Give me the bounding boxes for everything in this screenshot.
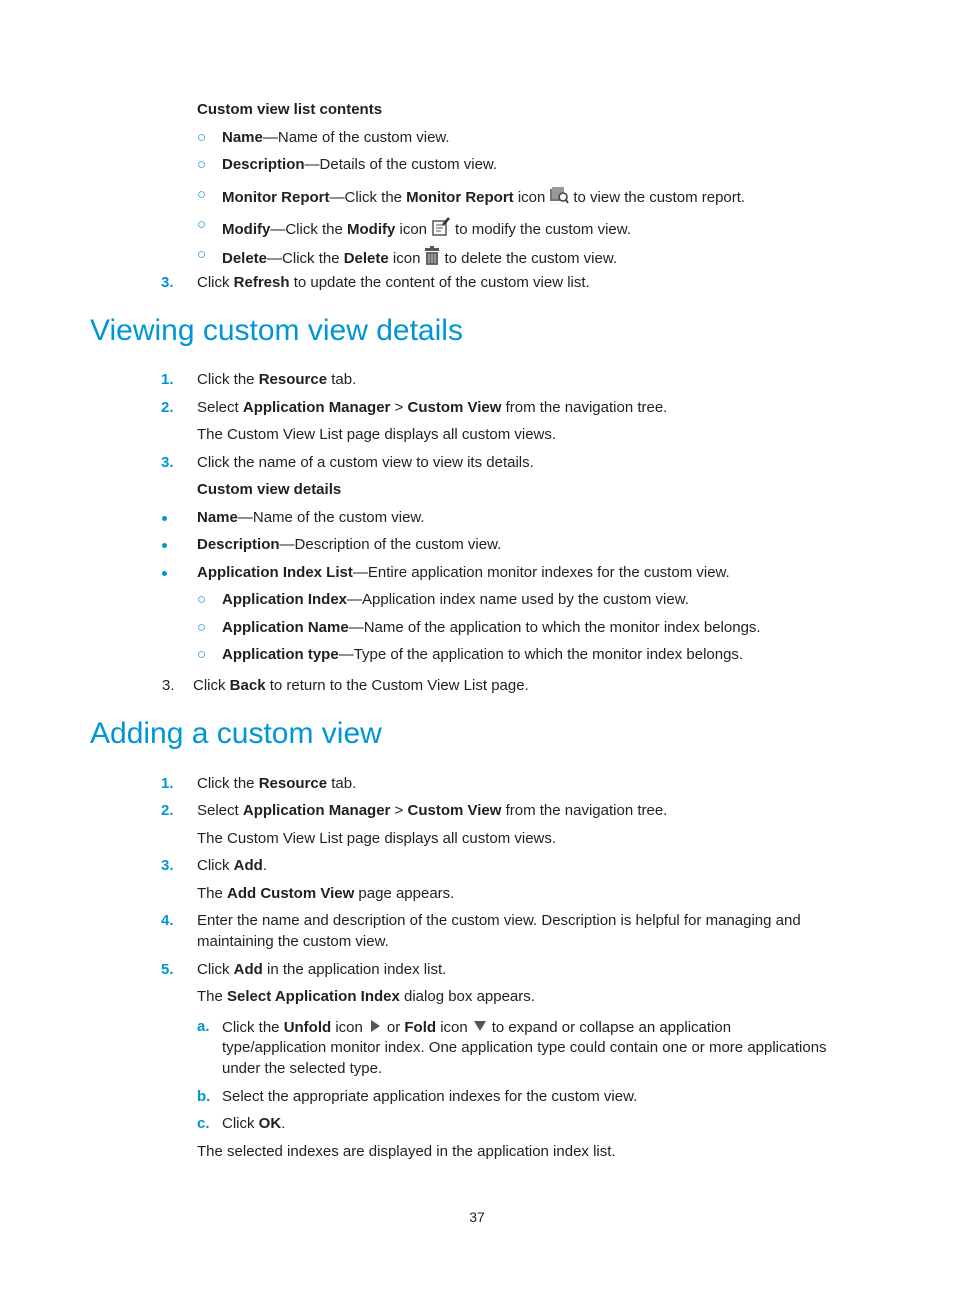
detail-app-name: Application Name—Name of the application to which the monitor index belongs.: [222, 619, 761, 636]
viewing-step-2: Select Application Manager > Custom View from the navigation tree.: [197, 399, 668, 416]
adding-step-3: Click Add.: [197, 857, 268, 874]
substep-a-line-1: Click the Unfold icon or Fold icon to expand or collapse an application: [222, 1019, 732, 1036]
detail-app-type: Application type—Type of the application to which the monitor index belongs.: [222, 646, 744, 663]
step-number: 1.: [161, 775, 174, 792]
circle-bullet: ○: [197, 619, 207, 636]
circle-bullet: ○: [197, 246, 207, 263]
fold-icon: [472, 1018, 488, 1034]
detail-description: Description—Description of the custom view.: [197, 536, 502, 553]
bullet-dot: [162, 516, 167, 521]
adding-step-3-note: The Add Custom View page appears.: [197, 885, 455, 902]
adding-step-1: Click the Resource tab.: [197, 775, 357, 792]
step-number: 2.: [161, 399, 174, 416]
adding-step-4-line-2: maintaining the custom view.: [197, 933, 389, 950]
step-number: 3.: [161, 274, 174, 291]
substep-b: Select the appropriate application indexes for the custom view.: [222, 1088, 638, 1105]
modify-icon: [431, 216, 451, 236]
viewing-step-2-note: The Custom View List page displays all custom views.: [197, 426, 557, 443]
refresh-step: Click Refresh to update the content of the custom view list.: [197, 274, 590, 291]
unfold-icon: [367, 1018, 383, 1034]
step-number: 3.: [161, 857, 174, 874]
step-number: 5.: [161, 961, 174, 978]
viewing-step-1: Click the Resource tab.: [197, 371, 357, 388]
substep-letter: a.: [197, 1018, 210, 1035]
step-number: 3.: [162, 677, 175, 694]
bullet-dot: [162, 543, 167, 548]
adding-step-2-note: The Custom View List page displays all custom views.: [197, 830, 557, 847]
substep-a-line-3: under the selected type.: [222, 1060, 383, 1077]
monitor-report-icon: [549, 186, 569, 204]
circle-bullet: ○: [197, 156, 207, 173]
detail-app-index: Application Index—Application index name used by the custom view.: [222, 591, 689, 608]
adding-step-2: Select Application Manager > Custom View from the navigation tree.: [197, 802, 668, 819]
step-number: 3.: [161, 454, 174, 471]
list-item-delete: Delete—Click the Delete icon to delete the custom view.: [222, 246, 617, 268]
list-item-modify: Modify—Click the Modify icon to modify the custom view.: [222, 216, 631, 239]
step-number: 4.: [161, 912, 174, 929]
bullet-dot: [162, 571, 167, 576]
details-heading: Custom view details: [197, 481, 342, 498]
viewing-back-step: Click Back to return to the Custom View List page.: [193, 677, 529, 694]
substep-letter: c.: [197, 1115, 210, 1132]
viewing-details-heading: Viewing custom view details: [90, 314, 463, 347]
delete-icon: [424, 246, 440, 265]
list-item-name: Name—Name of the custom view.: [222, 129, 450, 146]
circle-bullet: ○: [197, 216, 207, 233]
substep-a-line-2: type/application monitor index. One application type could contain one or more applications: [222, 1039, 827, 1056]
viewing-step-3: Click the name of a custom view to view its details.: [197, 454, 534, 471]
detail-app-index-list: Application Index List—Entire application monitor indexes for the custom view.: [197, 564, 730, 581]
adding-step-5-note: The Select Application Index dialog box appears.: [197, 988, 535, 1005]
list-item-description: Description—Details of the custom view.: [222, 156, 498, 173]
circle-bullet: ○: [197, 186, 207, 203]
circle-bullet: ○: [197, 591, 207, 608]
list-item-monitor-report: Monitor Report—Click the Monitor Report icon to view the custom report.: [222, 186, 745, 207]
circle-bullet: ○: [197, 646, 207, 663]
circle-bullet: ○: [197, 129, 207, 146]
adding-heading: Adding a custom view: [90, 717, 382, 750]
substep-letter: b.: [197, 1088, 211, 1105]
page-number: 37: [469, 1209, 485, 1225]
step-number: 1.: [161, 371, 174, 388]
list-contents-heading: Custom view list contents: [197, 101, 383, 118]
detail-name: Name—Name of the custom view.: [197, 509, 425, 526]
adding-final-note: The selected indexes are displayed in the application index list.: [197, 1143, 616, 1160]
adding-step-5: Click Add in the application index list.: [197, 961, 447, 978]
adding-step-4-line-1: Enter the name and description of the custom view. Description is helpful for managing and: [197, 912, 801, 929]
substep-c: Click OK.: [222, 1115, 286, 1132]
step-number: 2.: [161, 802, 174, 819]
